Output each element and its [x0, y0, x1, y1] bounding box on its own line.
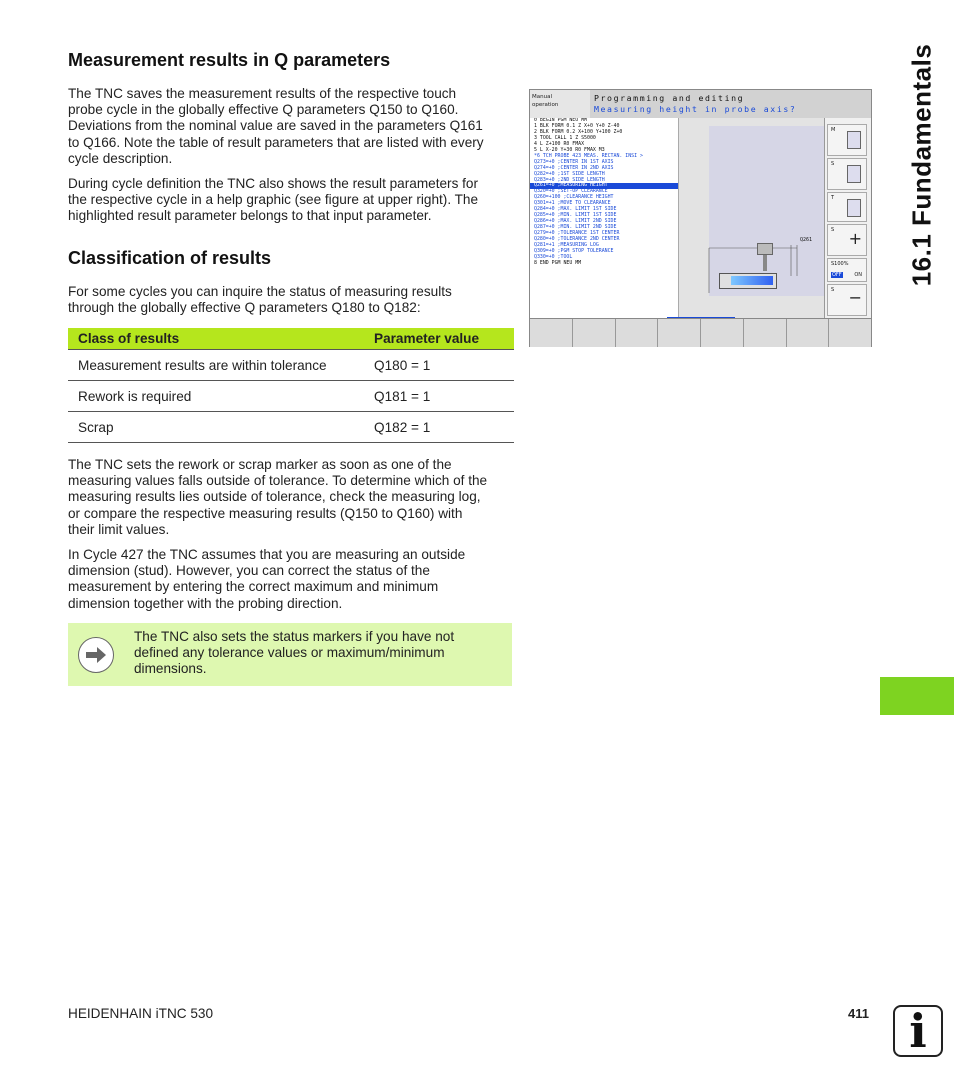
table-cell: Q180 = 1	[374, 357, 431, 373]
results-table	[68, 328, 514, 443]
paragraph-classification-intro: For some cycles you can inquire the status of measuring results through the globally effective Q parameters Q180 to Q182:	[68, 284, 452, 316]
chapter-side-title: 16.1 Fundamentals	[906, 43, 937, 287]
chapter-tab-marker	[880, 677, 954, 715]
program-line: Q284=+0 ;MAX. LIMIT 1ST SIDE	[534, 206, 617, 213]
program-line: 3 TOOL CALL 1 Z S5000	[534, 134, 596, 141]
program-line: Q301=+1 ;MOVE TO CLEARANCE	[534, 200, 611, 207]
spindle-icon	[847, 165, 861, 183]
table-cell: Q182 = 1	[374, 419, 431, 435]
softkey[interactable]	[616, 319, 659, 347]
machine-icon	[847, 131, 861, 149]
softkey-s-minus[interactable]: S −	[827, 284, 867, 316]
table-cell: Rework is required	[78, 388, 192, 404]
softkey[interactable]	[530, 319, 573, 347]
softkey[interactable]	[787, 319, 830, 347]
program-line: 5 L X-20 Y+30 R0 FMAX M3	[534, 146, 605, 153]
table-header-value: Parameter value	[374, 331, 480, 346]
workpiece-highlight	[731, 276, 773, 285]
info-icon: i	[893, 1005, 943, 1057]
page-number: 411	[848, 1006, 869, 1021]
bottom-softkeys	[530, 318, 871, 347]
screen-prompt: Measuring height in probe axis?	[594, 104, 797, 114]
program-line: Q274=+0 ;CENTER IN 2ND AXIS	[534, 164, 614, 171]
program-line: Q281=+1 ;MEASURING LOG	[534, 242, 599, 249]
tnc-screenshot	[529, 89, 872, 347]
table-cell: Measurement results are within tolerance	[78, 357, 327, 373]
softkey[interactable]	[829, 319, 871, 347]
program-line: Q287=+0 ;MIN. LIMIT 2ND SIDE	[534, 224, 617, 231]
program-line: Q320=+0 ;SET-UP CLEARANCE	[534, 188, 608, 195]
program-line: 1 BLK FORM 0.1 Z X+0 Y+0 Z-40	[534, 122, 620, 129]
softkey-m[interactable]: M	[827, 124, 867, 156]
softkey[interactable]	[658, 319, 701, 347]
table-row	[68, 350, 514, 381]
program-line: Q282=+0 ;1ST SIDE LENGTH	[534, 170, 605, 177]
on-label: ON	[854, 272, 862, 278]
arrow-right-icon	[78, 637, 114, 673]
table-row	[68, 381, 514, 412]
note-text: The TNC also sets the status markers if you have not defined any tolerance values or maximum/minimum dimensions.	[134, 629, 455, 677]
table-cell: Scrap	[78, 419, 114, 435]
softkey-t[interactable]: T	[827, 192, 867, 222]
screen-header	[590, 90, 871, 119]
program-line: Q286=+0 ;MAX. LIMIT 2ND SIDE	[534, 218, 617, 225]
paragraph-q-parameters: The TNC saves the measurement results of the respective touch probe cycle in the globally effective Q parameters Q150 to Q160. Deviations from the nominal value are saved in the parameters Q161 to Q166. Note the table of result parameters that are listed with every cycle description.	[68, 86, 484, 166]
softkey[interactable]	[701, 319, 744, 347]
help-graphic	[678, 118, 827, 318]
paragraph-cycle-427: In Cycle 427 the TNC assumes that you are measuring an outside dimension (stud). However, you can correct the status of the measurement by entering the correct maximum and minimum dimension together with the probing direction.	[68, 547, 466, 611]
screen-title: Programming and editing	[594, 93, 745, 103]
program-line: 4 L Z+100 R0 FMAX	[534, 140, 585, 147]
program-line: Q273=+0 ;CENTER IN 1ST AXIS	[534, 158, 614, 165]
touch-probe-icon	[757, 243, 773, 273]
program-line: Q260=+100 ;CLEARANCE HEIGHT	[534, 194, 614, 201]
table-header-class: Class of results	[78, 331, 180, 346]
operating-mode-label: Manual operation	[532, 94, 559, 108]
program-line: Q261=+0 ;MEASURING HEIGHT	[530, 183, 678, 189]
paragraph-rework-scrap: The TNC sets the rework or scrap marker as soon as one of the measuring values falls outside of tolerance. To determine which of the measuring results lies outside of tolerance, check the measuring log, or compare the respective measuring results (Q150 to Q160) with their limit values.	[68, 457, 488, 537]
table-header	[68, 328, 514, 350]
softkey[interactable]	[573, 319, 616, 347]
minus-icon: −	[848, 288, 862, 307]
plus-icon: +	[848, 229, 862, 248]
softkey-s[interactable]: S	[827, 158, 867, 190]
table-row	[68, 412, 514, 443]
program-line: Q309=+0 ;PGM STOP TOLERANCE	[534, 247, 614, 254]
softkey-s100[interactable]: S100% OFF ON	[827, 258, 867, 282]
operating-mode-box	[530, 90, 591, 119]
table-cell: Q181 = 1	[374, 388, 431, 404]
section-heading-classification: Classification of results	[68, 248, 272, 268]
program-line: Q330=+0 ;TOOL	[534, 253, 573, 260]
note-box	[68, 623, 512, 686]
program-line: *6 TCH PROBE 423 MEAS. RECTAN. INSI >	[534, 152, 643, 159]
program-line: Q279=+0 ;TOLERANCE 1ST CENTER	[534, 230, 620, 237]
softkey-s-plus[interactable]: S +	[827, 224, 867, 256]
footer-product: HEIDENHAIN iTNC 530	[68, 1006, 214, 1021]
program-line: Q283=+0 ;2ND SIDE LENGTH	[534, 176, 605, 183]
tool-icon	[847, 199, 861, 217]
program-line: Q280=+0 ;TOLERANCE 2ND CENTER	[534, 236, 620, 243]
program-line: 0 BEGIN PGM NEU MM	[534, 118, 587, 123]
side-softkeys	[824, 118, 871, 318]
softkey[interactable]	[744, 319, 787, 347]
section-heading-q-parameters: Measurement results in Q parameters	[68, 50, 391, 70]
graphic-label: Q261	[800, 237, 813, 243]
program-listing	[530, 118, 678, 318]
program-line: Q285=+0 ;MIN. LIMIT 1ST SIDE	[534, 212, 617, 219]
program-line: 8 END PGM NEU MM	[534, 259, 582, 266]
paragraph-help-graphic: During cycle definition the TNC also shows the result parameters for the respective cycle in a help graphic (see figure at upper right). The highlighted result parameter belongs to that input parameter.	[68, 176, 479, 224]
program-line: 2 BLK FORM 0.2 X+100 Y+100 Z+0	[534, 128, 623, 135]
off-badge: OFF	[832, 272, 842, 278]
